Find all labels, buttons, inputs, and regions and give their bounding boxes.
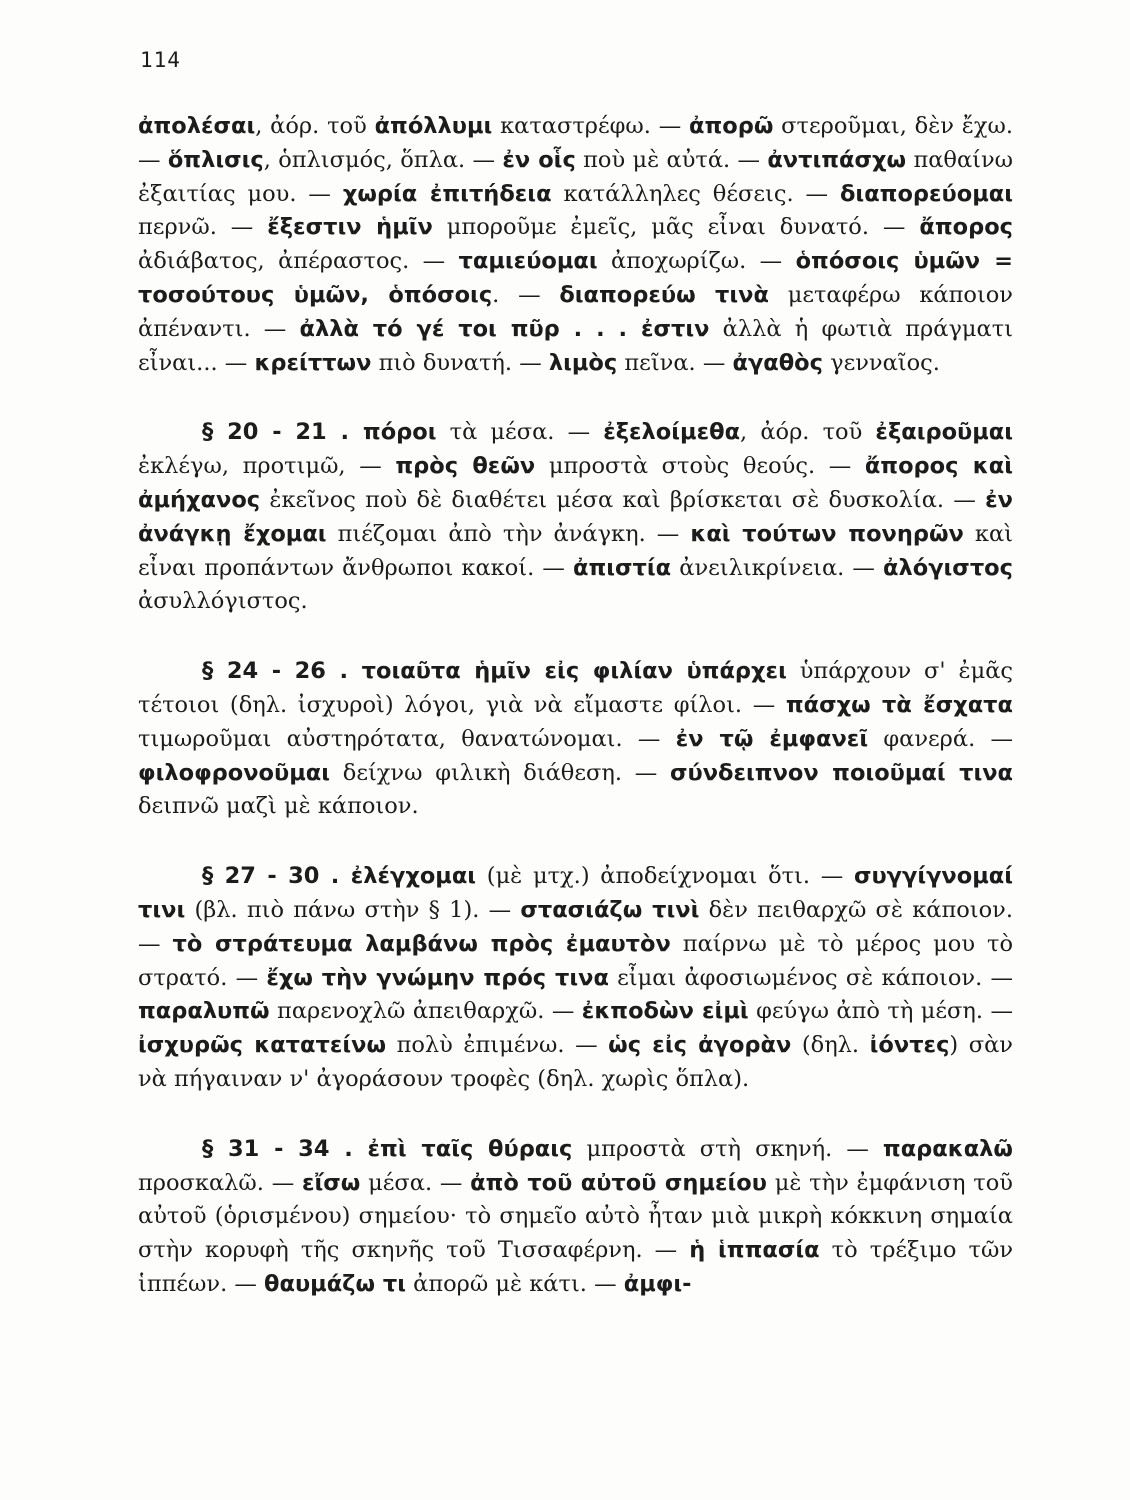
glossary-paragraph-section-27-30 [138, 860, 1013, 1097]
gloss-text: (βλ. πιὸ πάνω στὴν § 1). — [185, 896, 521, 923]
glossary-text [138, 110, 1013, 1302]
headword: τοιαῦτα ἡμῖν εἰς φιλίαν ὑπάρχει [361, 658, 787, 685]
gloss-text: ἀποχωρίζω. — [597, 248, 796, 275]
paragraph-gap [138, 824, 1013, 860]
gloss-text: πιὸ δυνατή. — [371, 349, 549, 376]
gloss-text: παίρνω μὲ τὸ μέρος μου τὸ στρατό. — [138, 930, 1013, 991]
gloss-text: (δηλ. [791, 1032, 870, 1059]
headword: κρείττων [254, 349, 372, 376]
headword: ἀλλὰ τό γέ τοι πῦρ . . . ἐστιν [299, 315, 710, 342]
headword: καὶ τούτων πονηρῶν [690, 520, 964, 547]
headword: ὡς εἰς ἀγορὰν [608, 1032, 792, 1059]
glossary-paragraph-section-24-26 [138, 655, 1013, 824]
headword: ἄπορος [919, 214, 1013, 241]
headword: ὁπόσοις ὑμῶν = τοσούτους ὑμῶν, ὁπόσοις [138, 248, 1014, 308]
headword: ἄπορος καὶ ἀμήχανος [138, 453, 1013, 513]
headword: ἐν οἷς [502, 146, 576, 173]
gloss-text: ἐκλέγω, προτιμῶ, — [138, 453, 396, 480]
headword: θαυμάζω τι [264, 1270, 406, 1297]
gloss-text: ἀλλὰ ἡ φωτιὰ πράγματι εἶναι... — [138, 315, 1013, 376]
headword: ἐξελοίμεθα [603, 419, 741, 446]
headword: διαπορεύομαι [839, 180, 1013, 207]
gloss-text: μπροστὰ στὴ σκηνή. — [572, 1135, 883, 1162]
gloss-text: πολὺ ἐπιμένω. — [386, 1032, 609, 1059]
page-number: 114 [140, 48, 181, 72]
headword: ἀπόλλυμι [374, 113, 493, 139]
gloss-text: στεροῦμαι, δὲν ἔχω. — [138, 113, 1013, 173]
headword: ἐν ἀνάγκῃ ἔχομαι [138, 486, 1013, 547]
gloss-text: εἶμαι ἀφοσιωμένος σὲ κάποιον. — [608, 964, 1013, 991]
gloss-text: (μὲ μτχ.) ἀποδείχνομαι ὅτι. — [476, 863, 854, 890]
gloss-text: μποροῦμε ἐμεῖς, μᾶς εἶναι δυνατό. — [432, 214, 920, 241]
gloss-text: , ὁπλισμός, ὅπλα. — [263, 146, 503, 173]
headword: ἀλόγιστος [883, 554, 1013, 581]
gloss-text: μέσα. — [360, 1169, 471, 1196]
gloss-text: μὲ τὴν ἐμφάνιση τοῦ αὐτοῦ (ὁρισμένου) σημείου· τὸ σημεῖο αὐτὸ ἦταν μιὰ μικρὴ κόκκινη σημαία στὴν κορυφὴ τῆς σκηνῆς τοῦ Τισσαφέρνη. — [138, 1169, 1013, 1264]
gloss-text: ἀσυλλόγιστος. [138, 588, 308, 615]
headword: λιμὸς [548, 349, 618, 376]
headword: ἐκποδὼν εἰμὶ [581, 998, 749, 1025]
gloss-text: , ἀόρ. τοῦ [255, 113, 375, 139]
headword: § 24 - 26 . [202, 658, 362, 685]
headword: τὸ στράτευμα λαμβάνω πρὸς ἐμαυτὸν [172, 930, 671, 957]
gloss-text: ὑπάρχουν σ' ἐμᾶς τέτοιοι (δηλ. ἰσχυροὶ) λόγοι, γιὰ νὰ εἴμαστε φίλοι. — [138, 658, 1013, 718]
gloss-text: κατάλληλες θέσεις. — [551, 180, 840, 207]
glossary-paragraph-section-31-34 [138, 1133, 1013, 1302]
gloss-text: τὸ τρέξιμο τῶν ἱππέων. — [138, 1237, 1013, 1297]
headword: διαπορεύω τινὰ [559, 281, 769, 308]
glossary-paragraph [138, 110, 1013, 380]
headword: ἰόντες [869, 1032, 950, 1059]
headword: ἀμφι- [623, 1270, 692, 1297]
headword: πάσχω τὰ ἔσχατα [785, 691, 1013, 718]
headword: ἀπορῶ [689, 113, 774, 139]
gloss-text: ἀπορῶ μὲ κάτι. — [405, 1270, 624, 1297]
headword: εἴσω [301, 1169, 361, 1196]
headword: ταμιεύομαι [458, 248, 598, 275]
gloss-text: παρενοχλῶ ἀπειθαρχῶ. — [269, 998, 582, 1025]
paragraph-gap [138, 380, 1013, 416]
headword: ἐξαιροῦμαι [875, 419, 1014, 446]
paragraph-gap [138, 1097, 1013, 1133]
gloss-text: περνῶ. — [138, 214, 268, 241]
gloss-text: ποὺ μὲ αὐτά. — [575, 146, 768, 173]
headword: ἔχω τὴν γνώμην πρός τινα [266, 964, 609, 991]
gloss-text: ἐκεῖνος ποὺ δὲ διαθέτει μέσα καὶ βρίσκεται σὲ δυσκολία. — [260, 486, 986, 513]
headword: ἐπὶ ταῖς θύραις [367, 1135, 573, 1162]
gloss-text: τὰ μέσα. — [436, 419, 604, 446]
gloss-text: γενναῖος. [822, 349, 940, 376]
gloss-text: μεταφέρω κάποιον ἀπέναντι. — [138, 281, 1013, 342]
headword: § 31 - 34 . [202, 1135, 368, 1162]
headword: πόροι [362, 419, 437, 446]
headword: παραλυπῶ [138, 998, 270, 1025]
paragraph-gap [138, 619, 1013, 655]
headword: πρὸς θεῶν [395, 453, 536, 480]
headword: φιλοφρονοῦμαι [138, 759, 330, 786]
gloss-text: μπροστὰ στοὺς θεούς. — [535, 453, 865, 480]
glossary-paragraph-section-20-21 [138, 416, 1013, 619]
headword: ἀπὸ τοῦ αὐτοῦ σημείου [470, 1169, 767, 1196]
gloss-text: δὲν πειθαρχῶ σὲ κάποιον. — [138, 896, 1013, 957]
headword: ἀπολέσαι [138, 113, 256, 139]
gloss-text: φανερά. — [868, 725, 1013, 752]
gloss-text: δειπνῶ μαζὶ μὲ κάποιον. [138, 793, 419, 820]
gloss-text: προσκαλῶ. — [138, 1169, 302, 1196]
gloss-text: ἀδιάβατος, ἀπέραστος. — [138, 248, 459, 275]
headword: § 20 - 21 . [202, 419, 363, 446]
headword: ἔξεστιν ἡμῖν [267, 214, 433, 241]
gloss-text: . — [492, 281, 560, 308]
headword: παρακαλῶ [882, 1135, 1013, 1162]
headword: ἐλέγχομαι [350, 863, 477, 890]
headword: στασιάζω τινὶ [520, 896, 700, 923]
headword: συγγίγνομαί τινι [138, 863, 1013, 923]
gloss-text: δείχνω φιλικὴ διάθεση. — [330, 759, 671, 786]
gloss-text: ἀνειλικρίνεια. — [671, 554, 884, 581]
headword: ἡ ἱππασία [689, 1237, 820, 1264]
headword: ἐν τῷ ἐμφανεῖ [675, 725, 869, 752]
headword: ὅπλισις [167, 146, 264, 173]
headword: § 27 - 30 . [202, 863, 351, 890]
gloss-text: παθαίνω ἐξαιτίας μου. — [138, 146, 1014, 207]
headword: σύνδειπνον ποιοῦμαί τινα [670, 759, 1013, 786]
gloss-text: πεῖνα. — [617, 349, 733, 376]
headword: ἀπιστία [572, 554, 672, 581]
gloss-text: τιμωροῦμαι αὐστηρότατα, θανατώνομαι. — [138, 725, 676, 752]
headword: χωρία ἐπιτήδεια [342, 180, 552, 207]
gloss-text: καὶ εἶναι προπάντων ἄνθρωποι κακοί. — [138, 520, 1014, 581]
gloss-text: καταστρέφω. — [492, 113, 690, 139]
headword: ἀγαθὸς [732, 349, 823, 376]
gloss-text: , ἀόρ. τοῦ [740, 419, 876, 446]
gloss-text: πιέζομαι ἀπὸ τὴν ἀνάγκη. — [326, 520, 691, 547]
headword: ἰσχυρῶς κατατείνω [138, 1032, 387, 1059]
headword: ἀντιπάσχω [767, 146, 907, 173]
gloss-text: φεύγω ἀπὸ τὴ μέση. — [748, 998, 1013, 1025]
gloss-text: ) σὰν νὰ πήγαιναν ν' ἀγοράσουν τροφὲς (δηλ. χωρὶς ὅπλα). [138, 1032, 1013, 1092]
